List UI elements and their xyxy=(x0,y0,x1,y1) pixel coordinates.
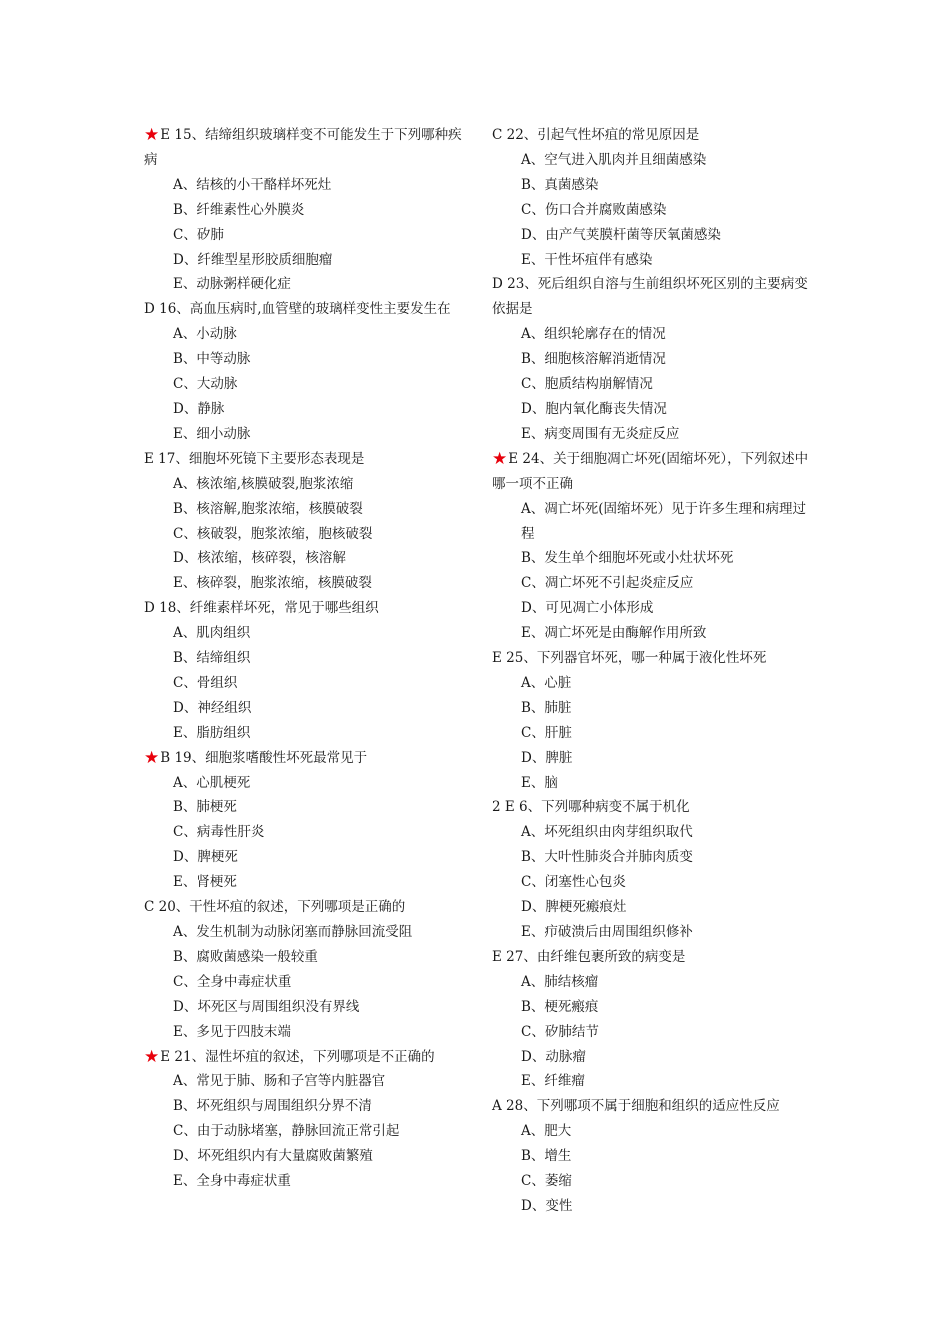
question-stem xyxy=(492,795,810,820)
answer-option: B、肺梗死 xyxy=(173,799,237,816)
question-block xyxy=(144,1045,464,1194)
answer-option: E、凋亡坏死是由酶解作用所致 xyxy=(521,625,707,642)
answer-option: A、核浓缩,核膜破裂,胞浆浓缩 xyxy=(173,475,354,492)
answer-option: D、坏死组织内有大量腐败菌繁殖 xyxy=(173,1148,373,1165)
question-block xyxy=(492,272,810,446)
star-icon: ★ xyxy=(144,125,160,145)
answer-option: D、胞内氧化酶丧失情况 xyxy=(521,400,667,417)
question-text: D 16、高血压病时,血管壁的玻璃样变性主要发生在 xyxy=(144,301,451,318)
answer-option: D、由产气荚膜杆菌等厌氧菌感染 xyxy=(521,226,721,243)
answer-option: B、核溶解,胞浆浓缩，核膜破裂 xyxy=(173,500,363,517)
answer-option: A、心脏 xyxy=(521,674,572,691)
question-stem xyxy=(144,447,464,472)
question-block xyxy=(492,447,810,646)
question-block xyxy=(144,895,464,1044)
answer-option: C、大动脉 xyxy=(173,376,238,393)
answer-option: A、空气进入肌肉并且细菌感染 xyxy=(521,151,707,168)
question-text: C 20、干性坏疽的叙述，下列哪项是正确的 xyxy=(144,899,406,916)
answer-option: D、神经组织 xyxy=(173,699,252,716)
question-stem xyxy=(144,895,464,920)
answer-option: D、可见凋亡小体形成 xyxy=(521,600,654,617)
question-stem xyxy=(144,1045,464,1070)
answer-option: C、全身中毒症状重 xyxy=(173,973,292,990)
answer-option: B、真菌感染 xyxy=(521,176,599,193)
question-text: E 25、下列器官坏死，哪一种属于液化性坏死 xyxy=(492,650,767,667)
answer-option: D、脾梗死瘢痕灶 xyxy=(521,899,627,916)
question-stem xyxy=(492,272,810,322)
answer-option: C、萎缩 xyxy=(521,1173,572,1190)
answer-option: E、纤维瘤 xyxy=(521,1073,585,1090)
answer-option: A、坏死组织由肉芽组织取代 xyxy=(521,824,693,841)
question-stem xyxy=(144,123,464,173)
question-stem xyxy=(492,1094,810,1119)
answer-option: B、大叶性肺炎合并肺肉质变 xyxy=(521,849,693,866)
question-block xyxy=(492,945,810,1094)
answer-option: A、肥大 xyxy=(521,1123,572,1140)
answer-option: C、矽肺 xyxy=(173,226,224,243)
question-stem xyxy=(144,297,464,322)
answer-option: C、由于动脉堵塞，静脉回流正常引起 xyxy=(173,1123,400,1140)
answer-option: A、心肌梗死 xyxy=(173,774,251,791)
question-text: D 18、纤维素样坏死，常见于哪些组织 xyxy=(144,600,379,617)
answer-option: B、腐败菌感染一般较重 xyxy=(173,948,318,965)
answer-option: D、变性 xyxy=(521,1197,573,1214)
answer-option: E、多见于四肢末端 xyxy=(173,1023,291,1040)
star-icon: ★ xyxy=(144,1046,160,1067)
question-block xyxy=(144,447,464,596)
answer-option: D、纤维型星形胶质细胞瘤 xyxy=(173,251,333,268)
answer-option: A、肺结核瘤 xyxy=(521,973,599,990)
answer-option: A、小动脉 xyxy=(173,326,237,343)
answer-option: E、全身中毒症状重 xyxy=(173,1173,291,1190)
question-stem xyxy=(492,945,810,970)
answer-option: D、坏死区与周围组织没有界线 xyxy=(173,998,360,1015)
answer-option: C、伤口合并腐败菌感染 xyxy=(521,201,667,218)
answer-option: D、静脉 xyxy=(173,400,225,417)
answer-option: B、增生 xyxy=(521,1148,572,1165)
answer-option: B、中等动脉 xyxy=(173,351,251,368)
question-text: E 27、由纤维包裹所致的病变是 xyxy=(492,948,686,965)
question-stem xyxy=(144,746,464,771)
question-text: D 23、死后组织自溶与生前组织坏死区别的主要病变依据是 xyxy=(492,276,808,318)
answer-option: A、结核的小干酪样坏死灶 xyxy=(173,176,332,193)
question-stem xyxy=(492,646,810,671)
answer-option: D、核浓缩，核碎裂，核溶解 xyxy=(173,550,346,567)
question-block xyxy=(492,1094,810,1219)
question-text: C 22、引起气性坏疽的常见原因是 xyxy=(492,127,700,143)
answer-option: B、梗死瘢痕 xyxy=(521,998,599,1015)
question-block xyxy=(144,297,464,446)
answer-option: C、核破裂，胞浆浓缩，胞核破裂 xyxy=(173,525,373,542)
answer-option: A、凋亡坏死(固缩坏死）见于许多生理和病理过程 xyxy=(521,500,807,542)
question-text: A 28、下列哪项不属于细胞和组织的适应性反应 xyxy=(492,1098,780,1115)
question-text: E 21、湿性坏疽的叙述，下列哪项是不正确的 xyxy=(160,1048,435,1065)
answer-option: B、肺脏 xyxy=(521,699,572,716)
question-block xyxy=(144,746,464,895)
answer-option: B、细胞核溶解消逝情况 xyxy=(521,351,666,368)
question-text: E 15、结缔组织玻璃样变不可能发生于下列哪种疾病 xyxy=(144,127,462,168)
question-text: E 17、细胞坏死镜下主要形态表现是 xyxy=(144,450,365,467)
question-block xyxy=(144,596,464,745)
answer-option: B、坏死组织与周围组织分界不清 xyxy=(173,1098,372,1115)
answer-option: E、肾梗死 xyxy=(173,874,237,891)
answer-option: A、组织轮廓存在的情况 xyxy=(521,326,666,343)
answer-option: D、动脉瘤 xyxy=(521,1048,586,1065)
answer-option: B、结缔组织 xyxy=(173,650,251,667)
right-question-column xyxy=(492,123,810,1219)
answer-option: E、干性坏疽伴有感染 xyxy=(521,251,653,268)
answer-option: A、发生机制为动脉闭塞而静脉回流受阻 xyxy=(173,924,413,940)
left-question-column xyxy=(144,123,464,1194)
answer-option: A、肌肉组织 xyxy=(173,625,251,642)
answer-option: E、病变周围有无炎症反应 xyxy=(521,425,680,442)
answer-option: B、纤维素性心外膜炎 xyxy=(173,201,305,218)
answer-option: D、脾脏 xyxy=(521,749,573,766)
answer-option: C、病毒性肝炎 xyxy=(173,824,265,841)
answer-option: E、疖破溃后由周围组织修补 xyxy=(521,924,693,940)
question-stem xyxy=(492,447,810,497)
question-text: 2 E 6、下列哪种病变不属于机化 xyxy=(492,799,690,816)
answer-option: A、常见于肺、肠和子宫等内脏器官 xyxy=(173,1073,386,1090)
answer-option: C、闭塞性心包炎 xyxy=(521,874,626,891)
answer-option: E、脑 xyxy=(521,774,558,791)
answer-option: C、矽肺结节 xyxy=(521,1023,599,1040)
question-text: E 24、关于细胞凋亡坏死(固缩坏死），下列叙述中哪一项不正确 xyxy=(492,450,809,492)
question-block xyxy=(492,646,810,795)
answer-option: C、胞质结构崩解情况 xyxy=(521,376,653,393)
question-block xyxy=(144,123,464,297)
answer-option: E、核碎裂，胞浆浓缩，核膜破裂 xyxy=(173,575,372,592)
answer-option: B、发生单个细胞坏死或小灶状坏死 xyxy=(521,550,734,567)
answer-option: C、凋亡坏死不引起炎症反应 xyxy=(521,575,694,592)
question-text: B 19、细胞浆嗜酸性坏死最常见于 xyxy=(160,749,368,766)
answer-option: E、细小动脉 xyxy=(173,425,251,442)
question-stem xyxy=(144,596,464,621)
star-icon: ★ xyxy=(144,747,160,768)
question-block xyxy=(492,795,810,944)
answer-option: D、脾梗死 xyxy=(173,849,238,866)
question-block xyxy=(492,123,810,272)
answer-option: C、骨组织 xyxy=(173,674,238,691)
question-stem xyxy=(492,123,810,148)
answer-option: E、脂肪组织 xyxy=(173,724,251,741)
answer-option: E、动脉粥样硬化症 xyxy=(173,276,291,293)
answer-option: C、肝脏 xyxy=(521,724,572,741)
star-icon: ★ xyxy=(492,448,508,469)
